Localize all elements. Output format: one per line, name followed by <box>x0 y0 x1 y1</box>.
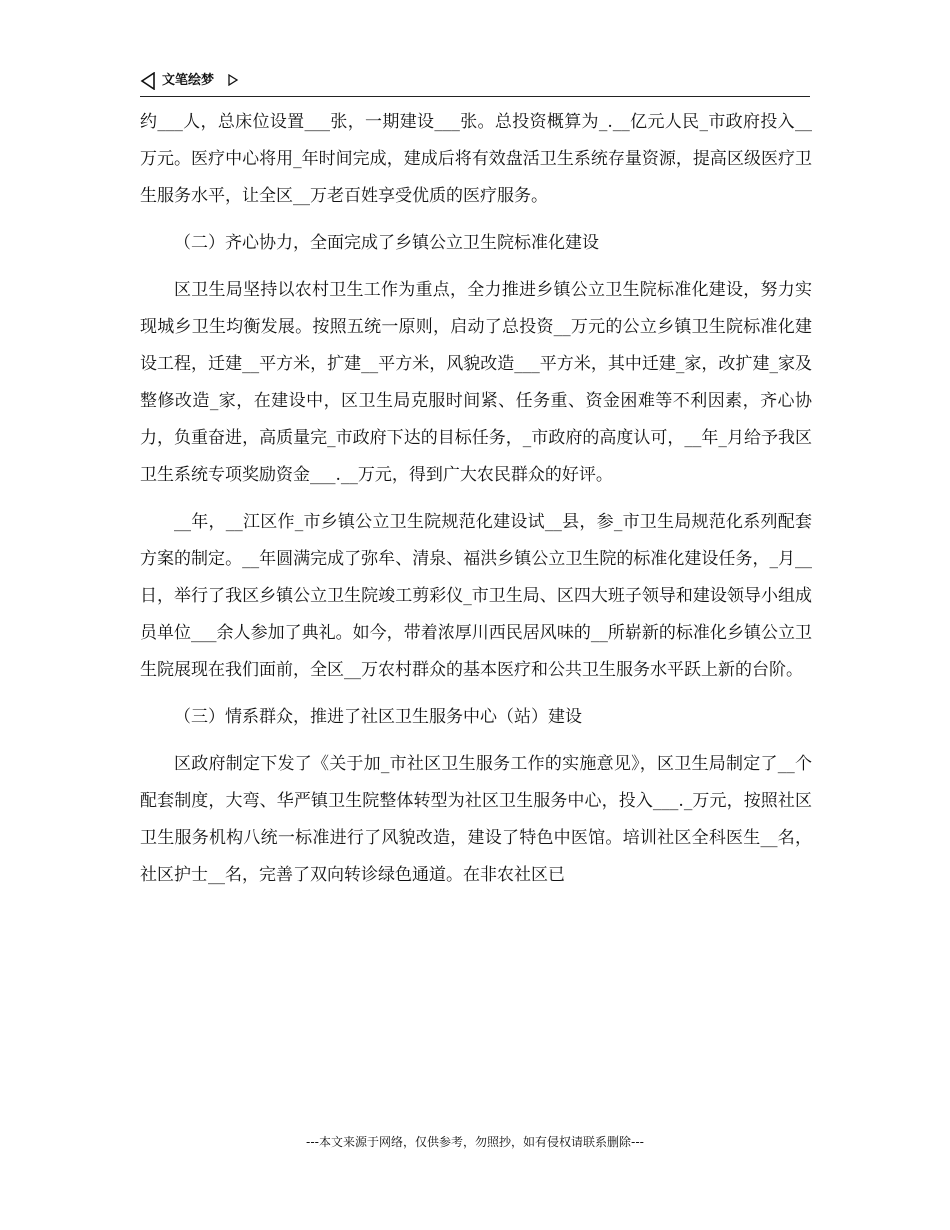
section-heading-2: （二）齐心协力，全面完成了乡镇公立卫生院标准化建设 <box>174 233 599 253</box>
document-body <box>140 104 812 904</box>
paragraph: __年，__江区作_市乡镇公立卫生院规范化建设试__县，参_市卫生局规范化系列配套方案的制定。__年圆满完成了弥牟、清泉、福洪乡镇公立卫生院的标准化建设任务，_月__日，举行了我区乡镇公立卫生院竣工剪彩仪_市卫生局、区四大班子领导和建设领导小组成员单位___余人参加了典礼。如今，带着浓厚川西民居风味的__所崭新的标准化乡镇公立卫生院展现在我们面前，全区__万农村群众的基本医疗和公共卫生服务水平跃上新的台阶。 <box>140 512 812 680</box>
page-footer-disclaimer: ---本文来源于网络，仅供参考，勿照抄，如有侵权请联系删除--- <box>306 1135 644 1149</box>
section-heading-3: （三）情系群众，推进了社区卫生服务中心（站）建设 <box>174 707 582 727</box>
right-triangle-icon <box>227 74 239 86</box>
paragraph: 区政府制定下发了《关于加_市社区卫生服务工作的实施意见》，区卫生局制定了__个配套制度，大弯、华严镇卫生院整体转型为社区卫生服务中心，投入___._万元，按照社区卫生服务机构八统一标准进行了风貌改造，建设了特色中医馆。培训社区全科医生__名，社区护士__名，完善了双向转诊绿色通道。在非农社区已 <box>140 754 812 885</box>
brand-label: 文笔绘梦 <box>162 73 215 88</box>
left-triangle-icon <box>140 72 156 90</box>
paragraph-continuation: 约___人，总床位设置___张，一期建设___张。总投资概算为_.__亿元人民_市政府投入__万元。医疗中心将用_年时间完成，建成后将有效盘活卫生系统存量资源，提高区级医疗卫生服务水平，让全区__万老百姓享受优质的医疗服务。 <box>140 112 812 206</box>
paragraph: 区卫生局坚持以农村卫生工作为重点，全力推进乡镇公立卫生院标准化建设，努力实现城乡卫生均衡发展。按照五统一原则，启动了总投资__万元的公立乡镇卫生院标准化建设工程，迁建__平方米，扩建__平方米，风貌改造___平方米，其中迁建_家，改扩建_家及整修改造_家，在建设中，区卫生局克服时间紧、任务重、资金困难等不利因素，齐心协力，负重奋进，高质量完_市政府下达的目标任务，_市政府的高度认可，__年_月给予我区卫生系统专项奖励资金___.__万元，得到广大农民群众的好评。 <box>140 280 812 485</box>
page-header <box>140 70 810 97</box>
